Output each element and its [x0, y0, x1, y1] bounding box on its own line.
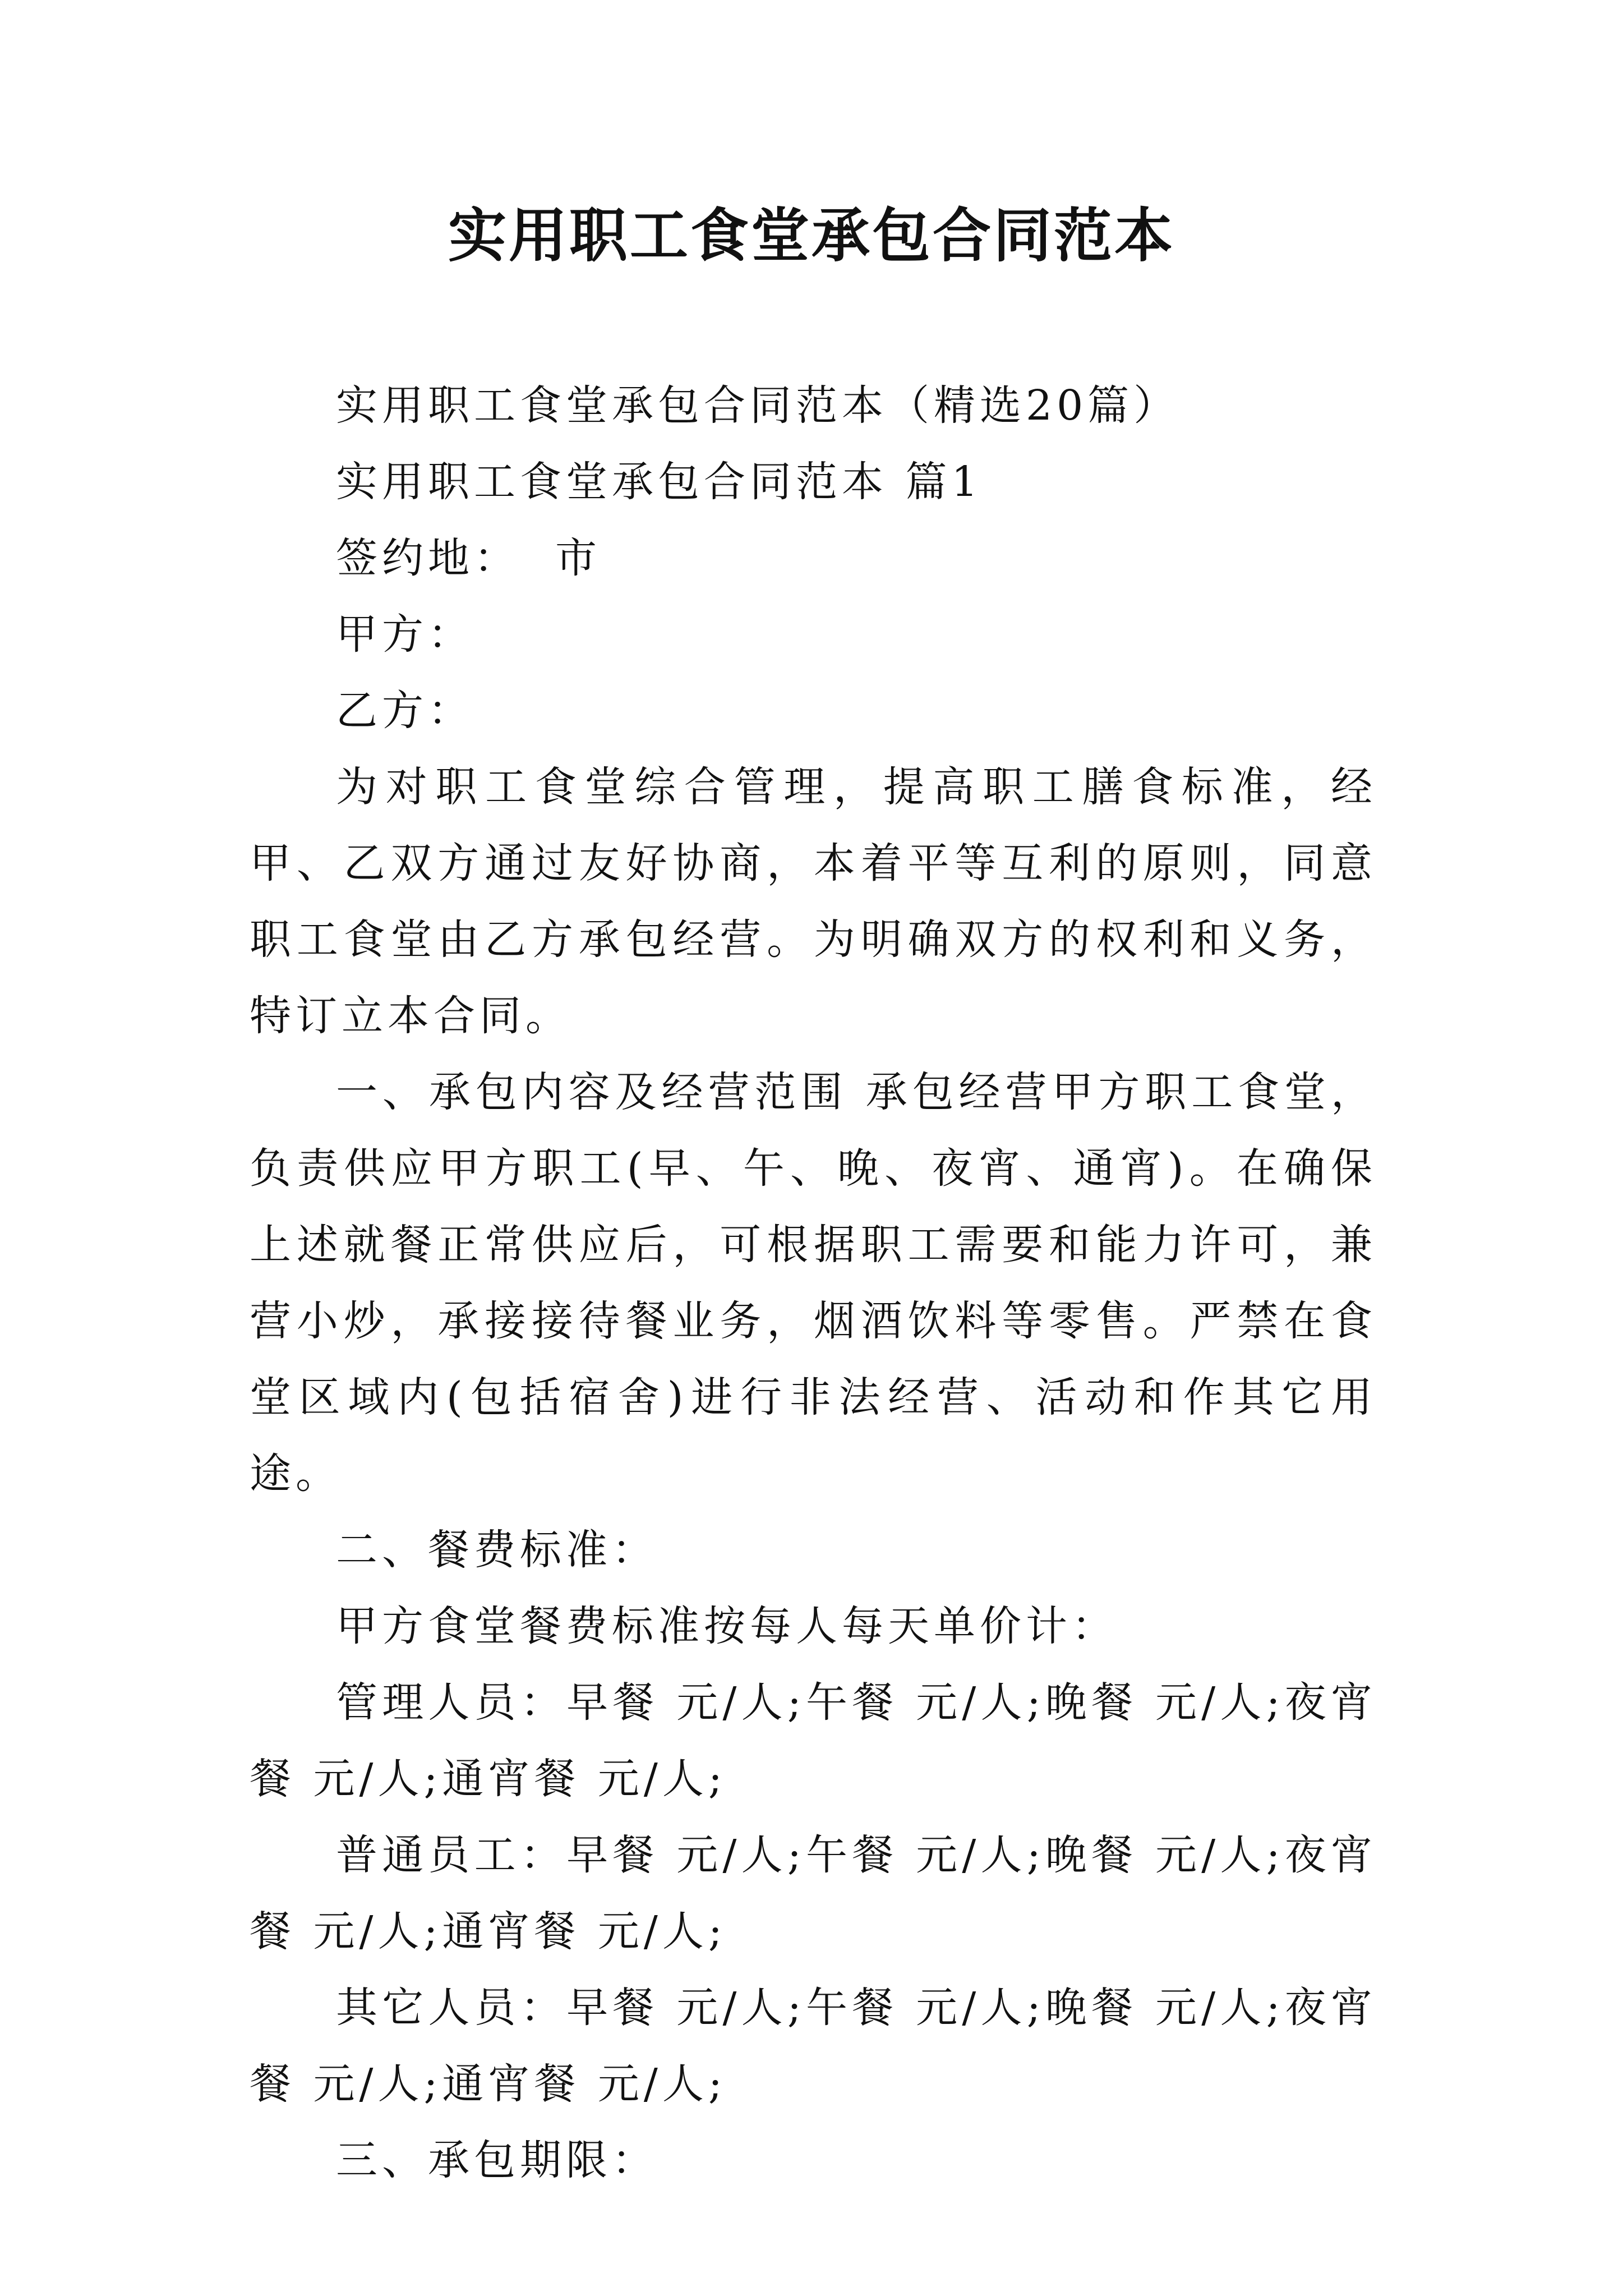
meal-fee-intro-paragraph: 甲方食堂餐费标准按每人每天单价计：: [336, 1602, 1118, 1650]
staff-fee-paragraph: 普通员工：早餐 元/人;午餐 元/人;晚餐 元/人;夜宵餐 元/人;通宵餐 元/人;: [250, 1831, 1377, 1955]
clause-1-paragraph: 一、承包内容及经营范围 承包经营甲方职工食堂，负责供应甲方职工(早、午、晚、夜宵、通宵)。在确保上述就餐正常供应后，可根据职工需要和能力许可，兼营小炒，承接接待餐业务，烟酒饮料等零售。严禁在食堂区域内(包括宿舍)进行非法经营、活动和作其它用途。: [250, 1068, 1377, 1498]
management-fee-paragraph: 管理人员：早餐 元/人;午餐 元/人;晚餐 元/人;夜宵餐 元/人;通宵餐 元/人;: [250, 1678, 1377, 1803]
document-title: 实用职工食堂承包合同范本: [448, 201, 1175, 270]
other-fee-paragraph: 其它人员：早餐 元/人;午餐 元/人;晚餐 元/人;夜宵餐 元/人;通宵餐 元/人;: [250, 1984, 1377, 2108]
document-body: [250, 367, 1377, 2198]
clause-2-heading: 二、餐费标准：: [336, 1526, 658, 1574]
party-b-paragraph: 乙方：: [336, 687, 474, 735]
section-heading-paragraph: 实用职工食堂承包合同范本 篇1: [336, 458, 983, 506]
preamble-paragraph: 为对职工食堂综合管理，提高职工膳食标准，经甲、乙双方通过友好协商，本着平等互利的原则，同意职工食堂由乙方承包经营。为明确双方的权利和义务，特订立本合同。: [250, 763, 1377, 1040]
party-a-paragraph: 甲方：: [336, 610, 474, 659]
signing-place-paragraph: 签约地： 市: [336, 534, 602, 582]
subtitle-paragraph: 实用职工食堂承包合同范本（精选20篇）: [336, 381, 1180, 430]
clause-3-heading: 三、承包期限：: [336, 2136, 658, 2184]
